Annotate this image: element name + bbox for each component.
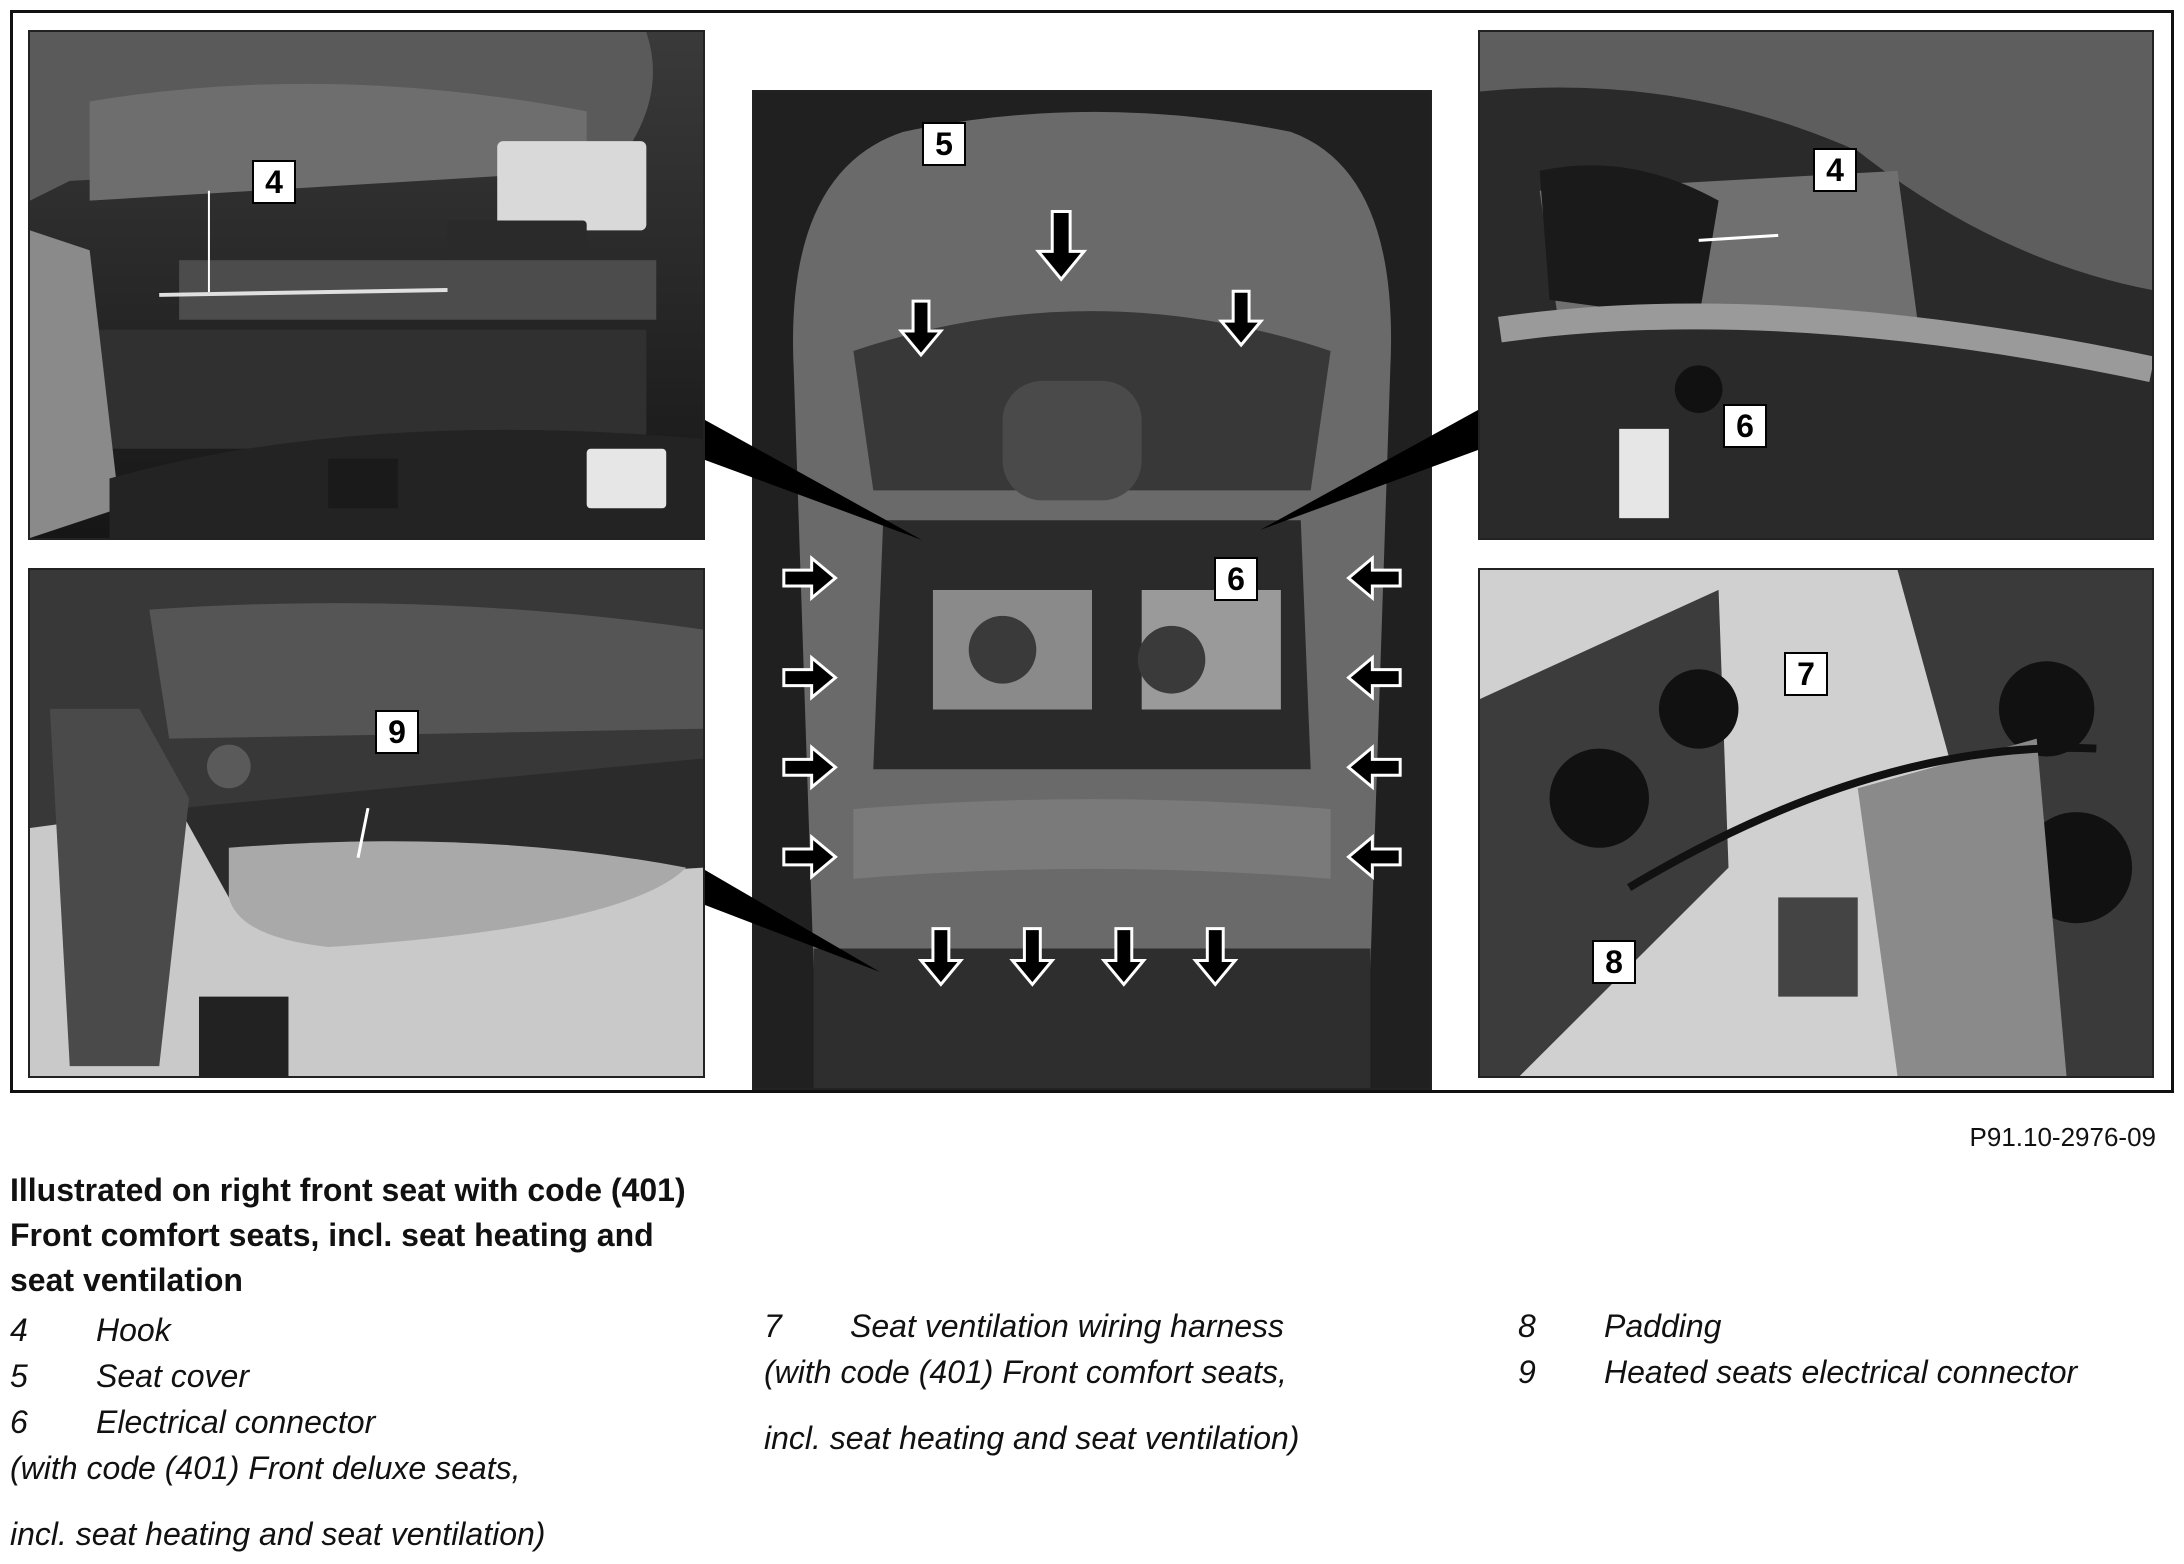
legend-note-6-b: incl. seat heating and seat ventilation) xyxy=(10,1516,546,1552)
photo-heated-connector-detail xyxy=(28,568,705,1078)
callout-7-ventilation-harness: 7 xyxy=(1784,652,1828,696)
caption-title: Illustrated on right front seat with code (401) Front comfort seats, incl. seat heating and seat ventilation xyxy=(10,1172,686,1298)
legend-column-3 xyxy=(1518,1303,2158,1395)
legend-number: 7 xyxy=(764,1308,782,1344)
legend-note-7-b: incl. seat heating and seat ventilation) xyxy=(764,1420,1300,1456)
callout-4-hook-left: 4 xyxy=(252,160,296,204)
legend-label: Seat cover xyxy=(96,1358,249,1394)
legend-label: Electrical connector xyxy=(96,1404,376,1440)
callout-5-seat-cover: 5 xyxy=(922,122,966,166)
legend-label: Padding xyxy=(1604,1308,1722,1344)
hook-right-photo-art xyxy=(1480,32,2152,538)
photo-hook-right-detail xyxy=(1478,30,2154,540)
legend-number: 6 xyxy=(10,1404,28,1440)
legend-label: Heated seats electrical connector xyxy=(1604,1354,2078,1390)
heated-connector-photo-art xyxy=(30,570,703,1076)
hook-left-photo-art xyxy=(30,32,703,538)
legend-item-8 xyxy=(1518,1303,2158,1349)
figure-code: P91.10-2976-09 xyxy=(1969,1122,2156,1152)
legend-column-2 xyxy=(764,1303,1484,1461)
legend-item-6 xyxy=(10,1399,710,1445)
legend-item-5 xyxy=(10,1353,710,1399)
legend-number: 9 xyxy=(1518,1354,1536,1390)
callout-4-hook-right: 4 xyxy=(1813,148,1857,192)
callout-6-center-connector: 6 xyxy=(1214,557,1258,601)
callout-9-heated-connector: 9 xyxy=(375,710,419,754)
callout-8-padding: 8 xyxy=(1592,940,1636,984)
legend-item-7 xyxy=(764,1303,1484,1349)
legend-column-1 xyxy=(10,1307,710,1557)
ventilation-padding-photo-art xyxy=(1480,570,2152,1076)
legend-item-4 xyxy=(10,1307,710,1353)
photo-ventilation-padding-detail xyxy=(1478,568,2154,1078)
legend-note-7-a: (with code (401) Front comfort seats, xyxy=(764,1354,1287,1390)
legend-note-6-a: (with code (401) Front deluxe seats, xyxy=(10,1450,521,1486)
legend-item-9 xyxy=(1518,1349,2158,1395)
photo-seat-cover-overview xyxy=(752,90,1432,1090)
legend-number: 4 xyxy=(10,1312,28,1348)
legend-number: 8 xyxy=(1518,1308,1536,1344)
seat-cover-photo-art xyxy=(754,92,1430,1088)
callout-6-right-connector: 6 xyxy=(1723,404,1767,448)
photo-hook-left-detail xyxy=(28,30,705,540)
legend-number: 5 xyxy=(10,1358,28,1394)
legend-label: Hook xyxy=(96,1312,171,1348)
legend-label: Seat ventilation wiring harness xyxy=(850,1308,1285,1344)
